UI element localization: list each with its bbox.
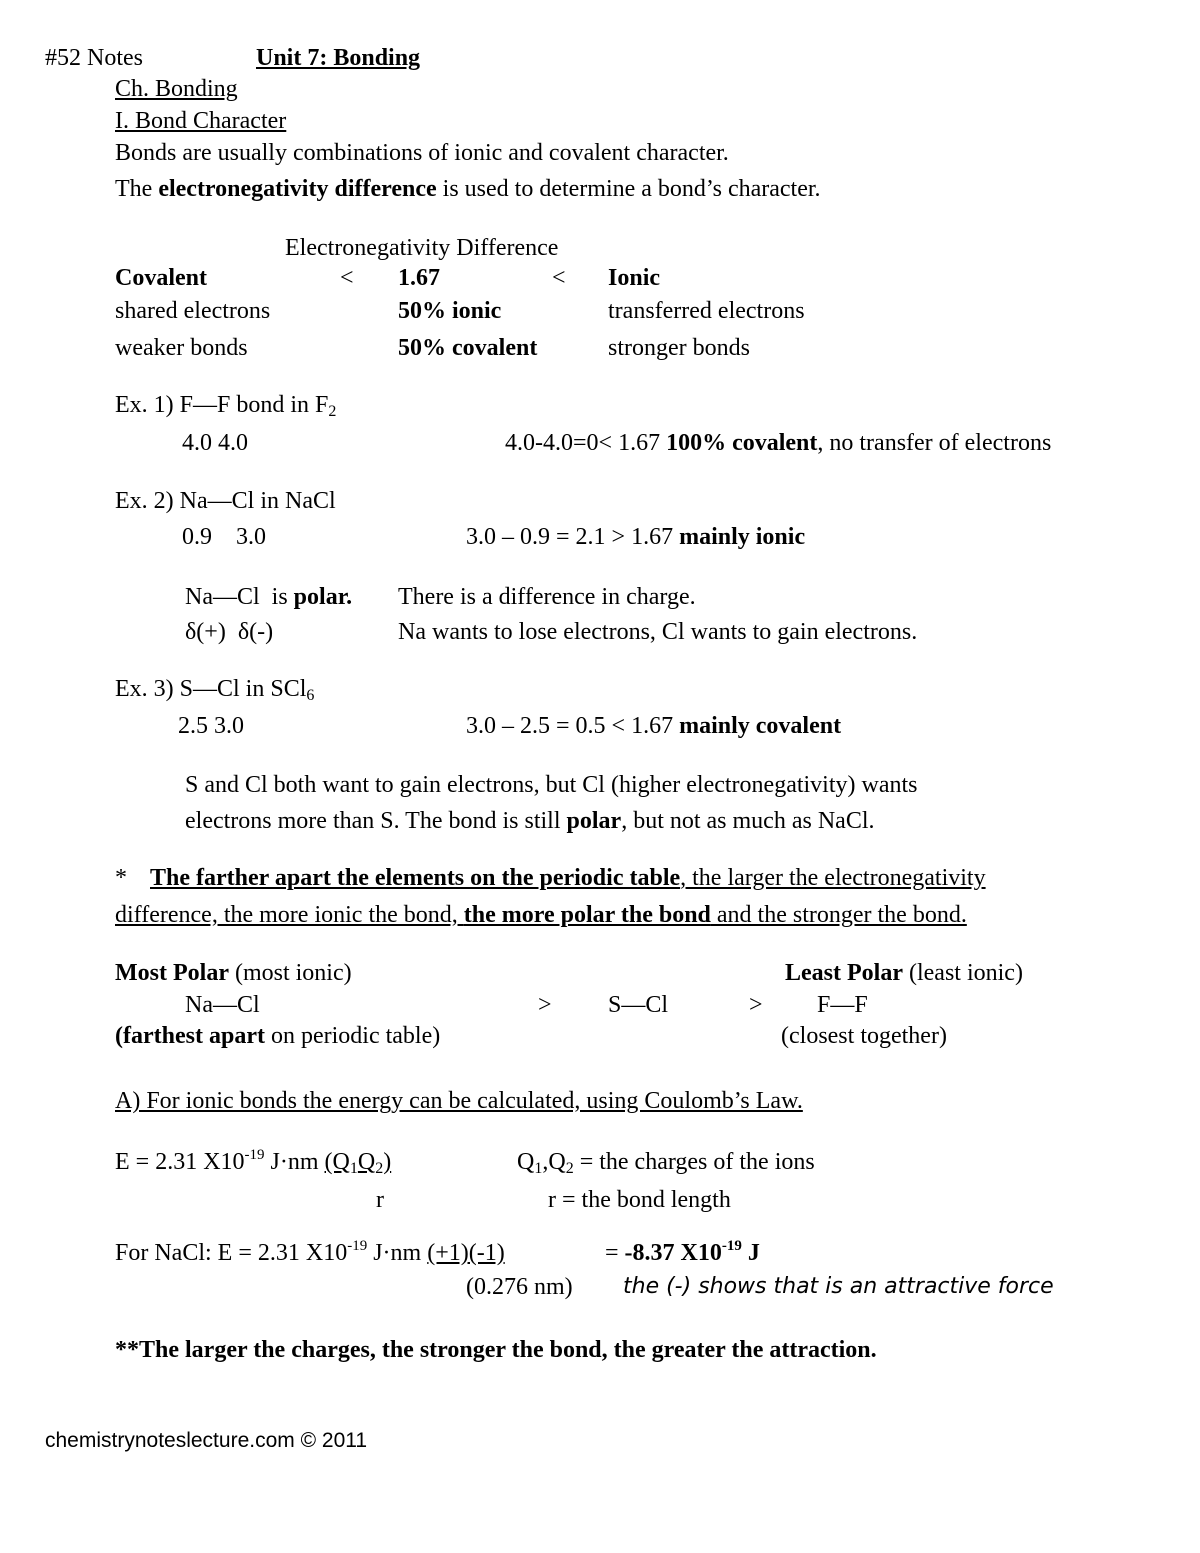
scale-covalent: Covalent <box>115 265 207 291</box>
coulomb-numerator: $(Q_1Q_2)$ <box>324 1149 392 1177</box>
ex3-calc: 3.0 – 2.5 = 0.5 < 1.67 mainly covalent <box>466 713 842 739</box>
scale-lt-1: < <box>340 265 354 291</box>
section-heading: I. Bond Character <box>115 108 287 134</box>
unit-title: Unit 7: Bonding <box>256 45 421 71</box>
nacl-result: = -8.37 $X10^{-19}$ J <box>605 1238 760 1266</box>
ranking-scl: S—Cl <box>608 992 669 1018</box>
ex2-polar-note: There is a difference in charge. <box>398 584 696 610</box>
scale-stronger: stronger bonds <box>608 335 750 361</box>
ranking-farthest: (farthest apart on periodic table) <box>115 1023 441 1049</box>
scale-weaker: weaker bonds <box>115 335 248 361</box>
footer-copyright: chemistrynoteslecture.com © 2011 <box>45 1429 368 1452</box>
coulomb-denominator: r <box>376 1187 384 1213</box>
coulomb-r-definition: r = the bond length <box>548 1187 731 1213</box>
ex2-title: Ex. 2) Na—Cl in NaCl <box>115 488 336 514</box>
ex2-delta-charges: δ(+) δ(-) <box>185 619 274 645</box>
conclusion: **The larger the charges, the stronger the bond, the greater the attraction. <box>115 1337 877 1363</box>
rule-line-1: The farther apart the elements on the periodic table, the larger the electronegativity <box>150 865 986 891</box>
rule-line-2: difference, the more ionic the bond, the more polar the bond and the stronger the bond. <box>115 902 967 928</box>
nacl-note: the (-) shows that is an attractive force <box>623 1274 1054 1299</box>
scale-lt-2: < <box>552 265 566 291</box>
scale-ionic: Ionic <box>608 265 661 291</box>
scale-value: 1.67 <box>398 265 440 291</box>
chapter-heading: Ch. Bonding <box>115 76 238 102</box>
ex3-en-values: 2.5 3.0 <box>178 713 244 739</box>
ranking-closest: (closest together) <box>781 1023 947 1049</box>
ex1-title: Ex. 1) F—F bond in $F_2$ <box>115 392 337 420</box>
intro-line-2: The electronegativity difference is used to determine a bond’s character. <box>115 176 821 202</box>
ex3-note-1: S and Cl both want to gain electrons, but Cl (higher electronegativity) wants <box>185 772 918 798</box>
ex3-note-2: electrons more than S. The bond is still polar, but not as much as NaCl. <box>185 808 875 834</box>
ex2-delta-note: Na wants to lose electrons, Cl wants to gain electrons. <box>398 619 918 645</box>
ranking-least-polar: Least Polar (least ionic) <box>785 960 1023 986</box>
scale-shared: shared electrons <box>115 298 271 324</box>
notes-number: #52 Notes <box>45 45 143 71</box>
ex3-title: Ex. 3) S—Cl in SCl$_6$ <box>115 676 315 704</box>
ranking-nacl: Na—Cl <box>185 992 260 1018</box>
ex2-polar: Na—Cl is polar. <box>185 584 353 610</box>
rule-star: * <box>115 865 127 891</box>
ex1-en-values: 4.0 4.0 <box>182 430 248 456</box>
nacl-numerator: (+1)(-1) <box>427 1240 505 1266</box>
scale-half-covalent: 50% covalent <box>398 335 538 361</box>
ranking-ff: F—F <box>817 992 868 1018</box>
nacl-denominator: (0.276 nm) <box>466 1274 573 1300</box>
nacl-equation: For NaCl: E = 2.31 $X10^{-19}$ J·nm (+1)(-1) <box>115 1238 505 1266</box>
ex2-en-values: 0.9 3.0 <box>182 524 266 550</box>
coulomb-heading: A) For ionic bonds the energy can be calculated, using Coulomb’s Law. <box>115 1088 803 1114</box>
ex2-calc: 3.0 – 0.9 = 2.1 > 1.67 mainly ionic <box>466 524 806 550</box>
intro-line-1: Bonds are usually combinations of ionic and covalent character. <box>115 140 729 166</box>
ex1-calc: 4.0-4.0=0< 1.67 100% covalent, no transfer of electrons <box>505 430 1052 456</box>
scale-half-ionic: 50% ionic <box>398 298 502 324</box>
ranking-gt-2: > <box>749 992 763 1018</box>
ranking-most-polar: Most Polar (most ionic) <box>115 960 352 986</box>
ranking-gt-1: > <box>538 992 552 1018</box>
scale-transferred: transferred electrons <box>608 298 805 324</box>
coulomb-equation: E = 2.31 $X10^{-19}$ J·nm $(Q_1Q_2)$ <box>115 1147 392 1177</box>
coulomb-q-definition: $Q_1,Q_2$ = the charges of the ions <box>517 1149 815 1177</box>
scale-title: Electronegativity Difference <box>285 235 559 261</box>
